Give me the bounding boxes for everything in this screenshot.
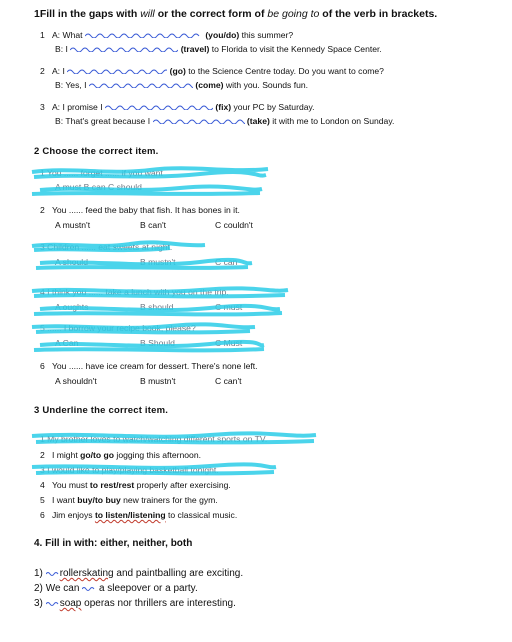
blank-wave[interactable] <box>105 102 213 110</box>
ex2-q3-option-c[interactable]: C can <box>215 257 238 267</box>
scribble-mark <box>30 238 255 272</box>
ex2-q3-option-b[interactable]: B mustn't <box>140 257 176 267</box>
ex2-q4-option-a[interactable]: A oughts <box>55 302 89 312</box>
scribble-mark <box>30 319 268 355</box>
ex1-item-2-b: B: Yes, I (come) with you. Sounds fun. <box>55 80 309 90</box>
ex2-q2-option-a[interactable]: A mustn't <box>55 220 91 230</box>
scribble-mark <box>30 461 280 479</box>
ex2-q5-option-b[interactable]: B Should <box>140 338 175 348</box>
ex4-item-2: 2) We can a sleepover or a party. <box>34 583 198 594</box>
exercise-4-title: 4. Fill in with: either, neither, both <box>34 538 193 549</box>
exercise-3-title: 3 Underline the correct item. <box>34 405 169 416</box>
ex2-q6-option-c[interactable]: C can't <box>215 376 242 386</box>
ex2-q6-option-b[interactable]: B mustn't <box>140 376 176 386</box>
blank-wave[interactable] <box>85 30 203 38</box>
ex2-q4-stem: 4 I think you ...... take a lunch with you on the trip. <box>40 287 229 297</box>
ex1-item-1-b: B: I (travel) to Florida to visit the Kennedy Space Center. <box>55 44 382 54</box>
ex1-item-3-a: 3 A: I promise I (fix) your PC by Saturday. <box>40 102 315 112</box>
blank-wave[interactable] <box>46 568 60 576</box>
choice-option[interactable]: go/to go <box>80 450 115 460</box>
blank-wave[interactable] <box>82 583 96 591</box>
ex2-q1-stem: 1 You ...... forget ...... if you want <box>40 168 163 178</box>
ex2-q2-option-b[interactable]: B can't <box>140 220 167 230</box>
scribble-mark <box>30 283 292 319</box>
blank-wave[interactable] <box>89 80 193 88</box>
ex2-q4-option-c[interactable]: C must <box>215 302 243 312</box>
ex3-line-5: 5 I want buy/to buy new trainers for the gym. <box>40 495 218 505</box>
scribble-mark <box>30 163 270 197</box>
ex4-item-3: 3) soap operas nor thrillers are interesting. <box>34 598 236 609</box>
ex1-item-3-b: B: That's great because I (take) it with me to London on Sunday. <box>55 116 395 126</box>
ex3-line-1: 1 My brother loves to watch/watching different sports on TV. <box>40 434 268 444</box>
scribble-mark <box>30 429 320 449</box>
blank-wave[interactable] <box>70 44 178 52</box>
exercise-2-title: 2 Choose the correct item. <box>34 146 159 157</box>
blank-wave[interactable] <box>46 598 60 606</box>
ex2-q3-option-a[interactable]: A should <box>55 257 88 267</box>
ex2-q3-stem: 3 Children ...... eat sweets at night. <box>40 242 173 252</box>
exercise-number: 1 <box>34 8 40 20</box>
ex1-item-2-a: 2 A: I (go) to the Science Centre today. Do you want to come? <box>40 66 384 76</box>
ex2-q5-option-c[interactable]: C Must <box>215 338 243 348</box>
ex3-line-6: 6 Jim enjoys to listen/listening to classical music. <box>40 510 238 520</box>
ex2-q6-stem: 6 You ...... have ice cream for dessert. There's none left. <box>40 361 258 371</box>
choice-option[interactable]: to rest/rest <box>89 480 135 490</box>
ex2-q6-option-a[interactable]: A shouldn't <box>55 376 97 386</box>
ex2-q4-option-b[interactable]: B should <box>140 302 174 312</box>
ex3-line-4: 4 You must to rest/rest properly after exercising. <box>40 480 231 490</box>
ex2-q1-options: A must B can C should <box>55 182 142 192</box>
blank-wave[interactable] <box>153 116 245 124</box>
ex3-line-3: 3 I would like to play/playing basketball tonight. <box>40 465 219 475</box>
ex4-item-1: 1) rollerskating and paintballing are exciting. <box>34 568 244 579</box>
ex2-q2-stem: 2 You ...... feed the baby that fish. It has bones in it. <box>40 205 240 215</box>
ex2-q5-stem: 5 ...... I borrow your recipe book, please? <box>40 323 196 333</box>
ex2-q2-option-c[interactable]: C couldn't <box>215 220 253 230</box>
blank-wave[interactable] <box>67 66 167 74</box>
ex1-item-1-a: 1 A: What (you/do) this summer? <box>40 30 294 40</box>
ex3-line-2: 2 I might go/to go jogging this afternoon. <box>40 450 201 460</box>
choice-option[interactable]: buy/to buy <box>77 495 121 505</box>
exercise-1-title: 1Fill in the gaps with will or the correct form of be going to of the verb in brackets. <box>34 8 438 20</box>
ex2-q5-option-a[interactable]: A Can <box>55 338 79 348</box>
choice-option[interactable]: to listen/listening <box>94 510 166 520</box>
